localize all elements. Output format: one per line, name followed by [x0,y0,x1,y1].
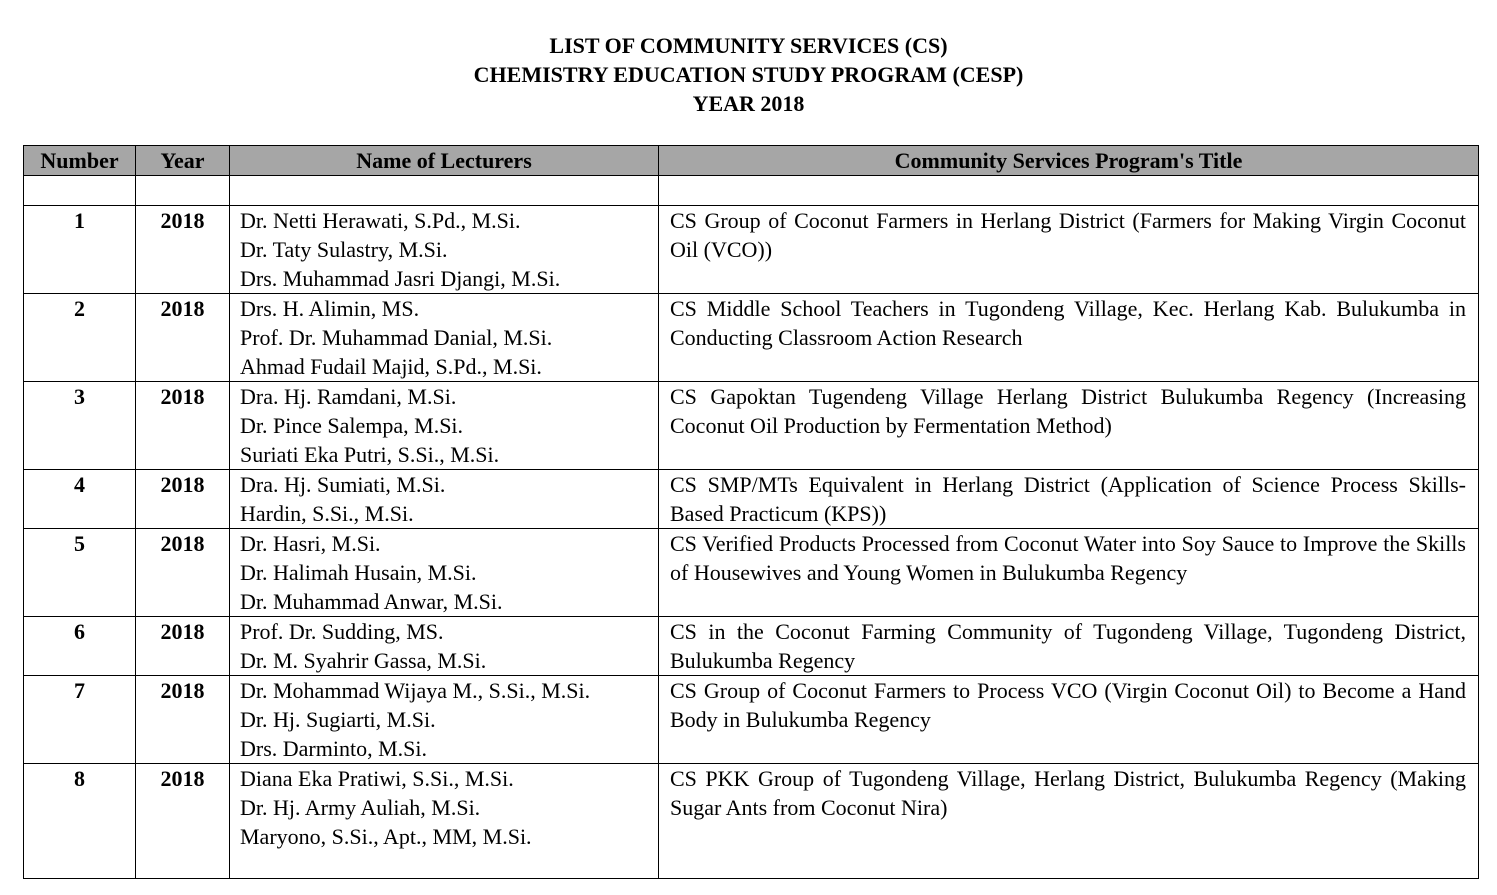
lecturer-name: Dr. Halimah Husain, M.Si. [240,560,477,585]
empty-cell [230,176,659,206]
empty-row [24,176,1479,206]
lecturer-names [230,764,659,879]
row-number: 6 [24,617,136,676]
lecturer-name: Drs. Muhammad Jasri Djangi, M.Si. [240,266,561,291]
document-title [0,31,1497,118]
table-row [24,617,1479,676]
lecturer-name: Dr. Pince Salempa, M.Si. [240,413,464,438]
lecturer-name: Ahmad Fudail Majid, S.Pd., M.Si. [240,354,542,379]
row-number: 1 [24,206,136,294]
lecturer-name: Dra. Hj. Sumiati, M.Si. [240,472,446,497]
title-line-2: CHEMISTRY EDUCATION STUDY PROGRAM (CESP) [473,62,1024,87]
lecturer-names [230,294,659,382]
lecturer-names [230,382,659,470]
lecturer-name: Dra. Hj. Ramdani, M.Si. [240,384,457,409]
lecturer-name: Diana Eka Pratiwi, S.Si., M.Si. [240,766,514,791]
row-year: 2018 [136,617,230,676]
empty-cell [136,176,230,206]
table-row [24,529,1479,617]
lecturer-name: Dr. Hasri, M.Si. [240,531,381,556]
row-year: 2018 [136,676,230,764]
column-header-lecturers: Name of Lecturers [230,146,659,176]
title-line-1: LIST OF COMMUNITY SERVICES (CS) [549,33,948,58]
lecturer-name: Hardin, S.Si., M.Si. [240,501,414,526]
lecturer-name: Dr. Mohammad Wijaya M., S.Si., M.Si. [240,678,591,703]
row-year: 2018 [136,206,230,294]
table-row [24,470,1479,529]
empty-cell [659,176,1479,206]
program-title: CS Middle School Teachers in Tugondeng Village, Kec. Herlang Kab. Bulukumba in Conducting Classroom Action Research [659,294,1479,382]
empty-cell [24,176,136,206]
row-year: 2018 [136,294,230,382]
row-number: 7 [24,676,136,764]
title-line-3: YEAR 2018 [692,91,805,116]
row-number: 2 [24,294,136,382]
lecturer-name: Dr. M. Syahrir Gassa, M.Si. [240,648,487,673]
lecturer-name: Prof. Dr. Sudding, MS. [240,619,444,644]
program-title: CS in the Coconut Farming Community of Tugondeng Village, Tugondeng District, Bulukumba Regency [659,617,1479,676]
table-row [24,382,1479,470]
program-title: CS SMP/MTs Equivalent in Herlang District (Application of Science Process Skills-Based Practicum (KPS)) [659,470,1479,529]
table-row [24,764,1479,879]
program-title: CS PKK Group of Tugondeng Village, Herlang District, Bulukumba Regency (Making Sugar Ants from Coconut Nira) [659,764,1479,879]
lecturer-names [230,617,659,676]
lecturer-name: Dr. Hj. Army Auliah, M.Si. [240,795,481,820]
row-number: 8 [24,764,136,879]
lecturer-name: Dr. Muhammad Anwar, M.Si. [240,589,503,614]
row-number: 4 [24,470,136,529]
lecturer-names [230,470,659,529]
row-year: 2018 [136,764,230,879]
row-number: 3 [24,382,136,470]
program-title: CS Verified Products Processed from Coconut Water into Soy Sauce to Improve the Skills of Housewives and Young Women in Bulukumba Regency [659,529,1479,617]
row-year: 2018 [136,529,230,617]
table-header-row [24,146,1479,176]
program-title: CS Gapoktan Tugendeng Village Herlang District Bulukumba Regency (Increasing Coconut Oil Production by Fermentation Method) [659,382,1479,470]
lecturer-name: Suriati Eka Putri, S.Si., M.Si. [240,442,500,467]
lecturer-names [230,529,659,617]
lecturer-name: Dr. Netti Herawati, S.Pd., M.Si. [240,208,521,233]
lecturer-name: Drs. Darminto, M.Si. [240,736,427,761]
row-year: 2018 [136,382,230,470]
lecturer-name: Dr. Taty Sulastry, M.Si. [240,237,448,262]
column-header-number: Number [24,146,136,176]
program-title: CS Group of Coconut Farmers in Herlang District (Farmers for Making Virgin Coconut Oil (VCO)) [659,206,1479,294]
lecturer-name: Dr. Hj. Sugiarti, M.Si. [240,707,436,732]
lecturer-names [230,206,659,294]
row-year: 2018 [136,470,230,529]
lecturer-name: Drs. H. Alimin, MS. [240,296,420,321]
row-number: 5 [24,529,136,617]
table-row [24,206,1479,294]
lecturer-name: Maryono, S.Si., Apt., MM, M.Si. [240,824,532,849]
lecturer-names [230,676,659,764]
table-row [24,294,1479,382]
community-services-table [23,145,1479,879]
column-header-program-title: Community Services Program's Title [659,146,1479,176]
column-header-year: Year [136,146,230,176]
table-row [24,676,1479,764]
program-title: CS Group of Coconut Farmers to Process VCO (Virgin Coconut Oil) to Become a Hand Body in Bulukumba Regency [659,676,1479,764]
lecturer-name: Prof. Dr. Muhammad Danial, M.Si. [240,325,553,350]
